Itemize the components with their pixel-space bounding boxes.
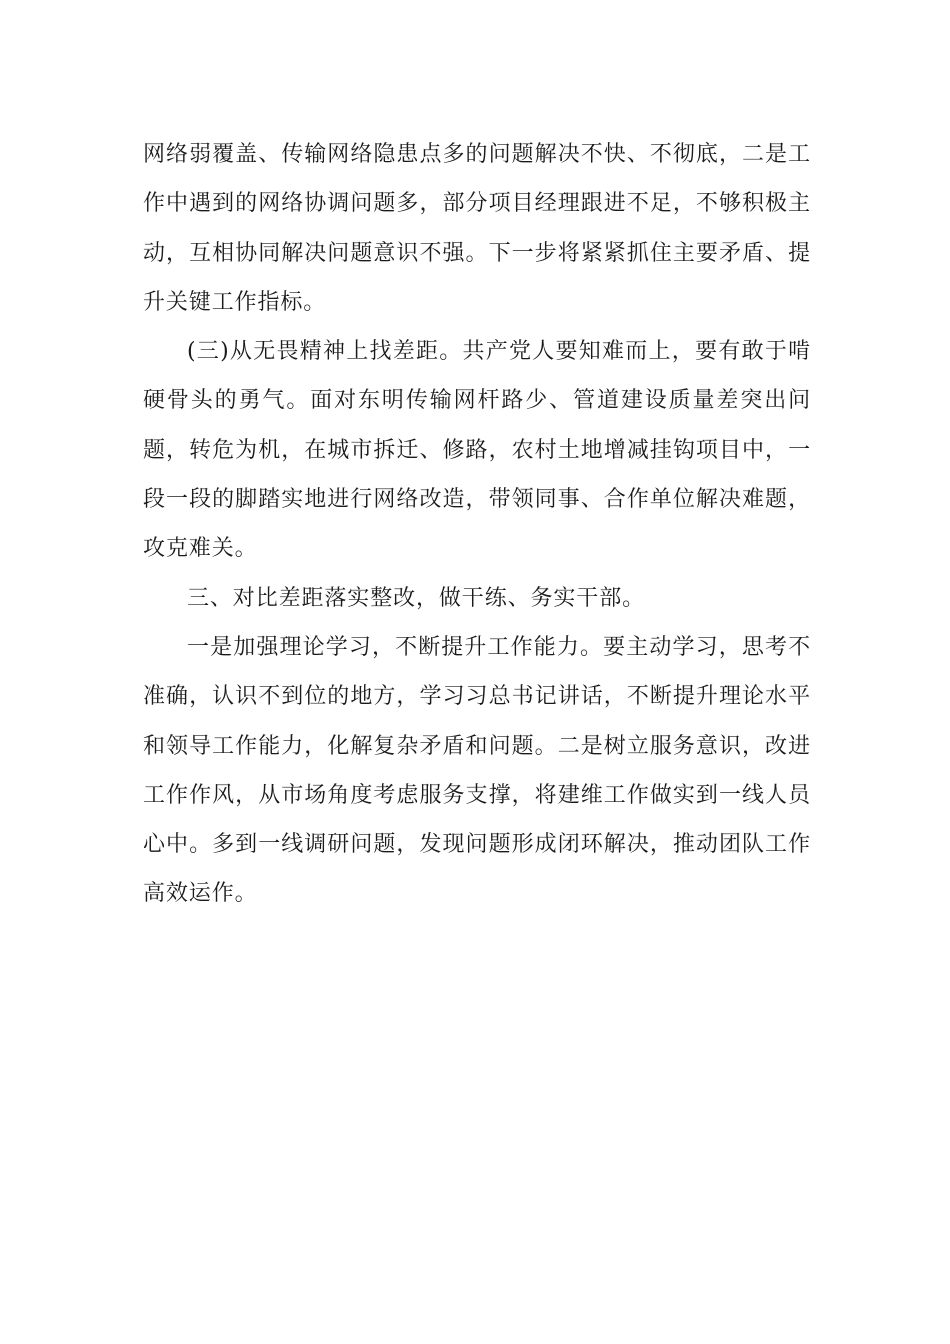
paragraph-continuation: 网络弱覆盖、传输网络隐患点多的问题解决不快、不彻底，二是工作中遇到的网络协调问题多，部分项目经理跟进不足，不够积极主动，互相协同解决问题意识不强。下一步将紧紧抓住主要矛盾、提升关键工作指标。 xyxy=(143,142,811,315)
document-body xyxy=(143,130,811,919)
paragraph-measures: 一是加强理论学习，不断提升工作能力。要主动学习，思考不准确，认识不到位的地方，学习习总书记讲话，不断提升理论水平和领导工作能力，化解复杂矛盾和问题。二是树立服务意识，改进工作作风，从市场角度考虑服务支撑，将建维工作做实到一线人员心中。多到一线调研问题，发现问题形成闭环解决，推动团队工作高效运作。 xyxy=(143,634,811,907)
heading-rectification: 三、对比差距落实整改，做干练、务实干部。 xyxy=(187,585,646,611)
paragraph-section-3: (三)从无畏精神上找差距。共产党人要知难而上，要有敢于啃硬骨头的勇气。面对东明传输网杆路少、管道建设质量差突出问题，转危为机，在城市拆迁、修路，农村土地增减挂钩项目中，一段一段的脚踏实地进行网络改造，带领同事、合作单位解决难题，攻克难关。 xyxy=(143,339,811,562)
